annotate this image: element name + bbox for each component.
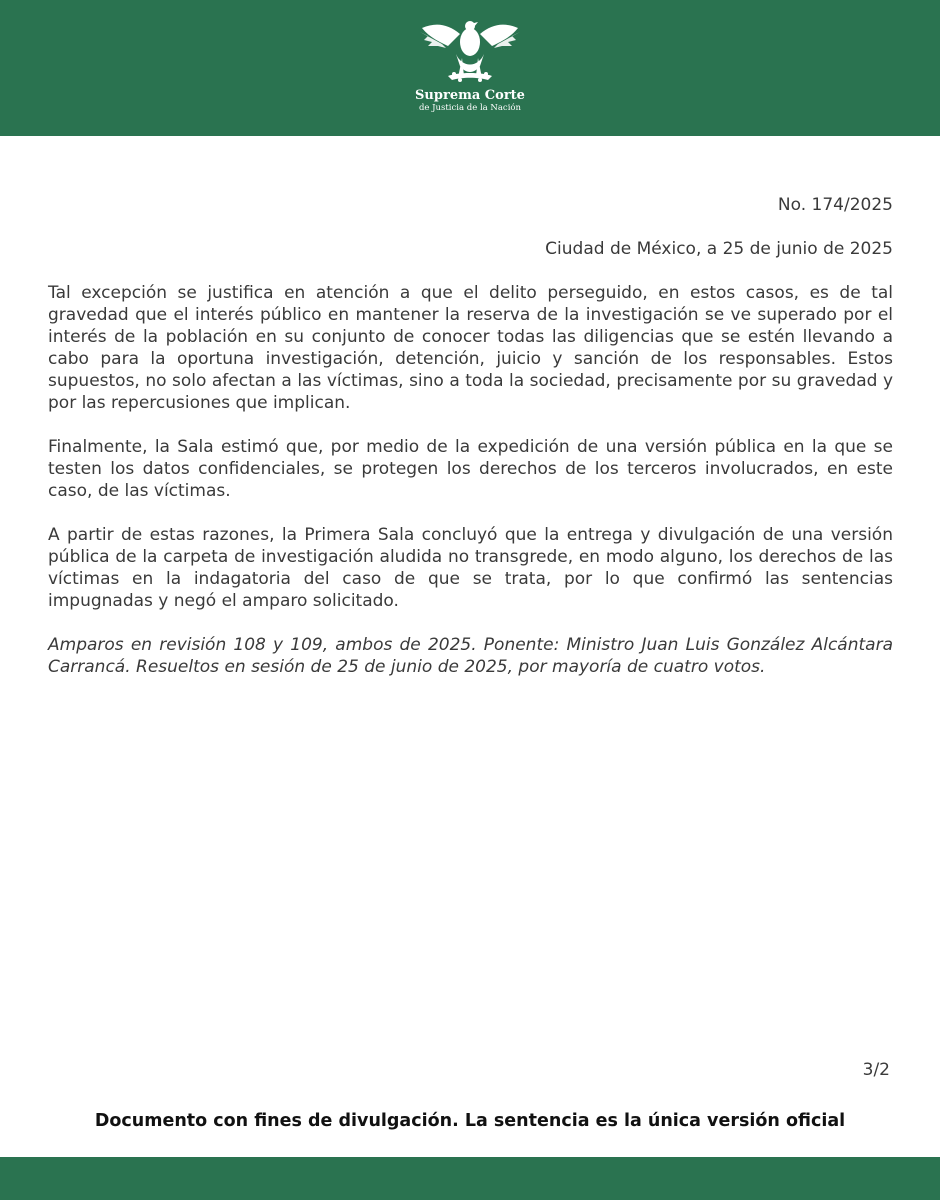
disclaimer: Documento con fines de divulgación. La sentencia es la única versión oficial — [94, 1111, 846, 1131]
case-reference: Amparos en revisión 108 y 109, ambos de 2025. Ponente: Ministro Juan Luis González Alcántara Carrancá. Resueltos en sesión de 25 de junio de 2025, por mayoría de cuatro votos. — [48, 635, 893, 677]
eagle-emblem-icon — [418, 18, 522, 86]
document-date: Ciudad de México, a 25 de junio de 2025 — [545, 239, 893, 259]
footer-bar — [0, 1157, 940, 1200]
court-logo — [410, 18, 530, 118]
paragraph: Finalmente, la Sala estimó que, por medio de la expedición de una versión pública en la que se testen los datos confidenciales, se protegen los derechos de los terceros involucrados, en este caso, de las víctimas. — [48, 437, 893, 501]
paragraph: A partir de estas razones, la Primera Sala concluyó que la entrega y divulgación de una versión pública de la carpeta de investigación aludida no transgrede, en modo alguno, los derechos de las víctimas en la indagatoria del caso de que se trata, por lo que confirmó las sentencias impugnadas y negó el amparo solicitado. — [48, 525, 893, 611]
document-number: No. 174/2025 — [777, 195, 893, 215]
header-bar — [0, 0, 940, 136]
logo-subtitle: de Justicia de la Nación — [418, 103, 522, 113]
document-body — [48, 282, 893, 700]
logo-title: Suprema Corte — [415, 88, 525, 103]
paragraph: Tal excepción se justifica en atención a que el delito perseguido, en estos casos, es de tal gravedad que el interés público en mantener la reserva de la investigación se ve superado por el interés de la población en su conjunto de conocer todas las diligencias que se estén llevando a cabo para la oportuna investigación, detención, juicio y sanción de los responsables. Estos supuestos, no solo afectan a las víctimas, sino a toda la sociedad, precisamente por su gravedad y por las repercusiones que implican. — [48, 283, 893, 413]
page-number: 3/2 — [862, 1060, 890, 1080]
